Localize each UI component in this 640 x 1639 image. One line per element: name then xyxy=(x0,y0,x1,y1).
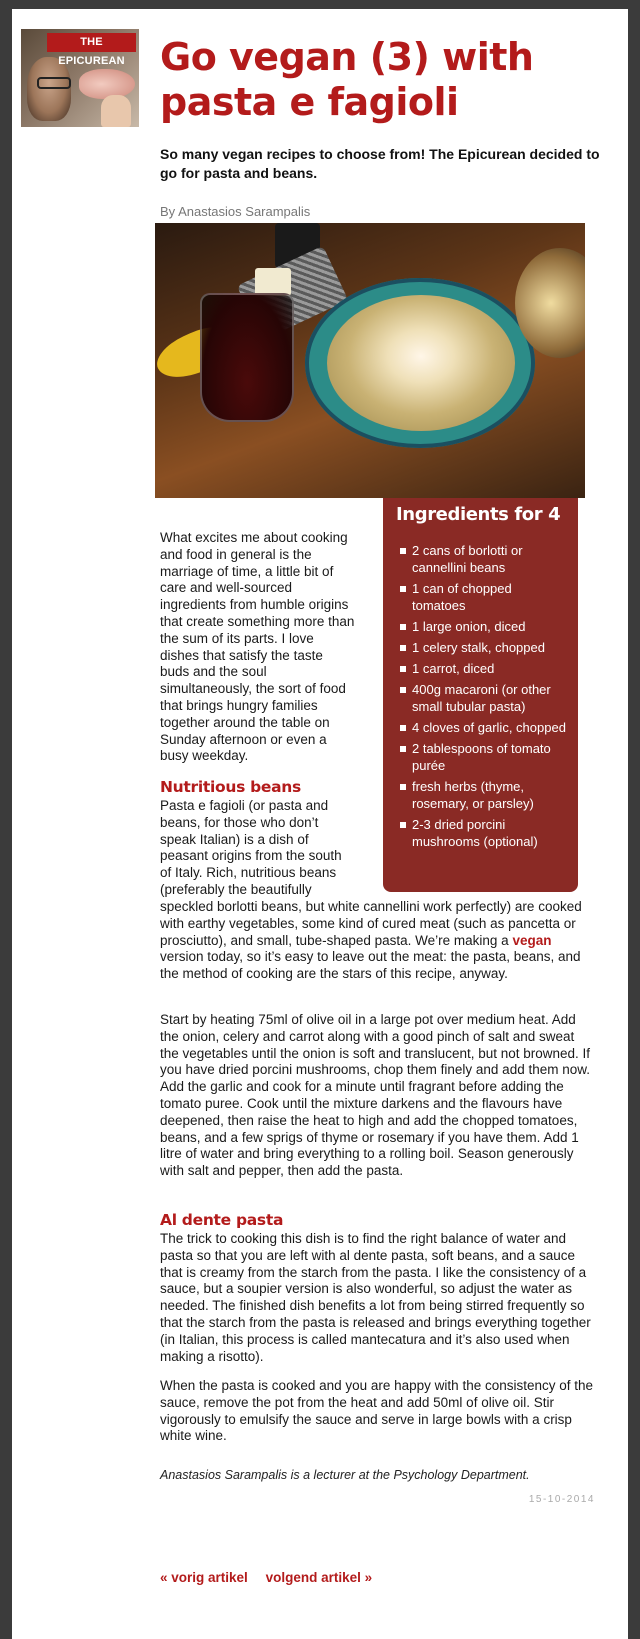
hero-cheese xyxy=(255,268,291,296)
section1-text-before-link: speckled borlotti beans, but white cannellini work perfectly) are cooked with earthy vegetables, some kind of cured meat (such as pancetta or prosciutto), and small, tube-shaped pasta. We’re making a xyxy=(160,899,582,948)
vegan-link[interactable]: vegan xyxy=(512,932,552,948)
logo-glasses xyxy=(37,77,71,89)
heading-al-dente-pasta: Al dente pasta xyxy=(160,1211,284,1229)
ingredient-item: 1 large onion, diced xyxy=(412,618,568,635)
section1-narrow-text: Pasta e fagioli (or pasta and beans, for those who don’t speak Italian) is a dish of peasant origins from the south of Italy. Rich, nutritious beans (preferably the beautifully xyxy=(160,798,342,897)
epicurean-logo[interactable] xyxy=(21,29,139,127)
ingredient-item: 1 can of chopped tomatoes xyxy=(412,580,568,614)
ingredients-box xyxy=(383,498,578,892)
previous-article-link[interactable]: « vorig artikel xyxy=(160,1570,248,1585)
section1-wide-paragraph xyxy=(160,899,595,983)
ingredient-item: 400g macaroni (or other small tubular pasta) xyxy=(412,681,568,715)
ingredient-item: fresh herbs (thyme, rosemary, or parsley) xyxy=(412,778,568,812)
next-article-link[interactable]: volgend artikel » xyxy=(265,1570,373,1585)
final-paragraph: When the pasta is cooked and you are happy with the consistency of the sauce, remove the pot from the heat and add 50ml of olive oil. Stir vigorously to emulsify the sauce and serve in large bowls with a crisp white wine. xyxy=(160,1378,594,1444)
article-title: Go vegan (3) with pasta e fagioli xyxy=(160,35,534,124)
publish-date: 15-10-2014 xyxy=(528,1494,595,1505)
intro-text: What excites me about cooking and food in general is the marriage of time, a little bit of care and well-sourced ingredients from humble origins that create something more than the sum of its parts. I love dishes that satisfy the taste buds and the soul simultaneously, the sort of food that brings hungry families together around the table on Sunday afternoon or even a busy weekday. xyxy=(160,530,355,764)
logo-hand xyxy=(101,95,131,127)
hero-soup xyxy=(327,295,515,431)
ingredients-title: Ingredients for 4 xyxy=(396,504,561,525)
hero-photo-pasta-bowl xyxy=(155,223,585,498)
al-dente-paragraph: The trick to cooking this dish is to find the right balance of water and pasta so that you are left with al dente pasta, soft beans, and a sauce that is creamy from the starch from the pasta. I like the consistency of a sauce, but a soupier version is also wonderful, so adjust the water as needed. The finished dish benefits a lot from being stirred frequently so that the starch from the pasta is released and brings everything together (in Italian, this process is called mantecatura and it’s also used when making a risotto). xyxy=(160,1231,591,1364)
ingredient-item: 1 celery stalk, chopped xyxy=(412,639,568,656)
section1-narrow-paragraph xyxy=(160,798,355,899)
hero-wine-glass xyxy=(200,293,294,422)
ingredient-item: 2 cans of borlotti or cannellini beans xyxy=(412,542,568,576)
ingredients-list xyxy=(383,542,578,854)
logo-fish-image xyxy=(79,69,135,99)
ingredient-item: 4 cloves of garlic, chopped xyxy=(412,719,568,736)
logo-text: THE EPICUREAN xyxy=(47,33,136,52)
article-pager xyxy=(160,1569,386,1587)
ingredient-item: 2-3 dried porcini mushrooms (optional) xyxy=(412,816,568,850)
ingredient-item: 1 carrot, diced xyxy=(412,660,568,677)
author-note: Anastasios Sarampalis is a lecturer at the Psychology Department. xyxy=(160,1468,530,1482)
method-paragraph: Start by heating 75ml of olive oil in a large pot over medium heat. Add the onion, celery and carrot along with a good pinch of salt and sweat the vegetables until the onion is soft and translucent, but not browned. If you have dried porcini mushrooms, chop them finely and add them now. Add the garlic and cook for a minute until fragrant before adding the tomato puree. Cook until the mixture darkens and the flavours have deepened, then raise the heat to high and add the chopped tomatoes, beans, and a few sprigs of thyme or rosemary if you have them. Add 1 litre of water and bring everything to a rolling boil. Season generously with salt and pepper, then add the pasta. xyxy=(160,1012,591,1179)
article-lead: So many vegan recipes to choose from! The Epicurean decided to go for pasta and beans. xyxy=(160,146,600,181)
section1-text-after-link: version today, so it’s easy to leave out the meat: the pasta, beans, and the method of cooking are the stars of this recipe, anyway. xyxy=(160,949,581,982)
article-byline: By Anastasios Sarampalis xyxy=(160,204,311,219)
article-page xyxy=(12,9,628,1639)
ingredient-item: 2 tablespoons of tomato purée xyxy=(412,740,568,774)
intro-paragraph xyxy=(160,530,355,765)
heading-nutritious-beans: Nutritious beans xyxy=(160,778,301,796)
